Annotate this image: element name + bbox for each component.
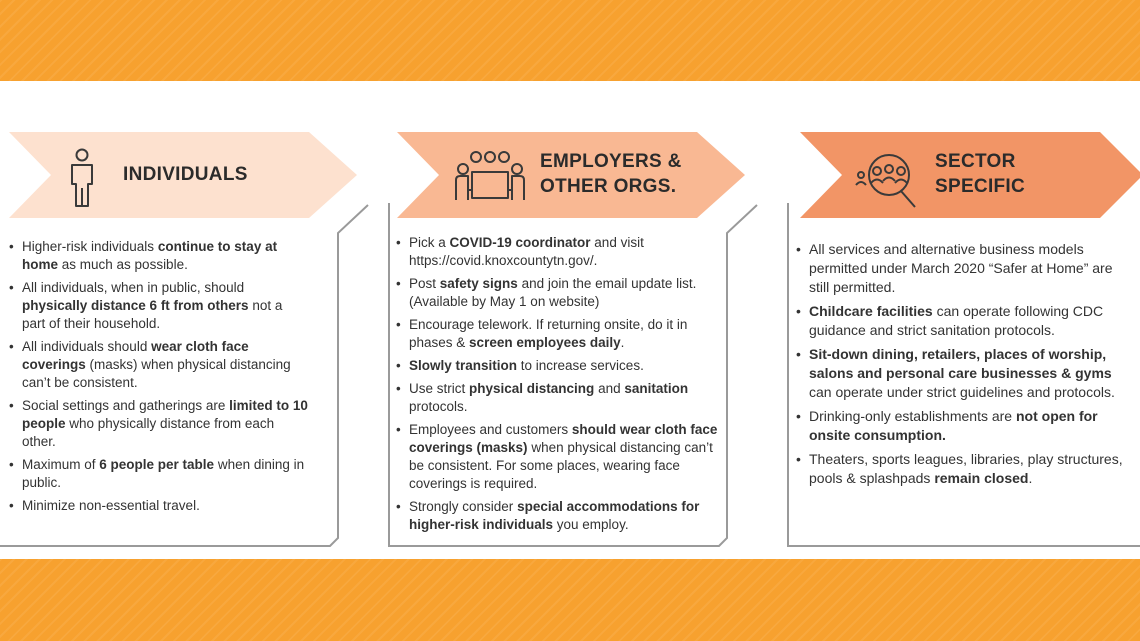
- body-text: All individuals, when in public, should: [22, 280, 245, 295]
- employers-title: EMPLOYERS & OTHER ORGS.: [540, 151, 682, 197]
- body-text: and join the email update list. (Available by May 1 on website): [409, 276, 697, 309]
- bold-text: Sit-down dining, retailers, places of worship, salons and personal care businesses & gyms: [809, 346, 1112, 381]
- body-text: .: [1028, 470, 1033, 486]
- body-text: All services and alternative business models permitted under March 2020 “Safer at Home” are still permitted.: [809, 241, 1113, 295]
- bold-text: physically distance 6 ft from others: [22, 298, 249, 313]
- body-text: can operate following CDC guidance and strict sanitation protocols.: [809, 303, 1104, 338]
- bold-text: should wear cloth face coverings (masks): [409, 422, 718, 455]
- bold-text: Slowly transition: [409, 358, 518, 373]
- body-text: Encourage telework. If returning onsite, do it in phases &: [409, 317, 688, 350]
- bold-text: continue to stay at home: [22, 239, 278, 272]
- bold-text: physical distancing: [469, 381, 595, 396]
- bold-text: wear cloth face coverings: [22, 339, 249, 372]
- body-text: as much as possible.: [58, 257, 188, 272]
- body-text: can operate under strict guidelines and protocols.: [809, 384, 1115, 400]
- bold-text: Childcare facilities: [809, 303, 933, 319]
- bold-text: sanitation: [624, 381, 689, 396]
- body-text: Employees and customers: [409, 422, 572, 437]
- body-text: Minimize non-essential travel.: [22, 498, 200, 513]
- sector-list: [796, 240, 1126, 493]
- body-text: who physically distance from each other.: [22, 416, 275, 449]
- body-text: .: [620, 335, 625, 350]
- body-text: Higher-risk individuals: [22, 239, 158, 254]
- body-text: All individuals should: [22, 339, 152, 354]
- body-text: Theaters, sports leagues, libraries, play structures, pools & splashpads: [809, 451, 1123, 486]
- bold-text: remain closed: [934, 470, 1029, 486]
- body-text: when physical distancing can’t be consistent. For some places, wearing face coverings is required.: [409, 440, 713, 491]
- bold-text: 6 people per table: [99, 457, 215, 472]
- body-text: you employ.: [553, 517, 629, 532]
- body-text: and visit https://covid.knoxcountytn.gov/.: [409, 235, 644, 268]
- bullet-item: [796, 450, 1126, 488]
- bullet-item: [796, 302, 1126, 340]
- bold-text: safety signs: [439, 276, 518, 291]
- body-text: and: [594, 381, 625, 396]
- bullet-item: [796, 240, 1126, 297]
- body-text: Maximum of: [22, 457, 100, 472]
- individuals-title: INDIVIDUALS: [123, 164, 248, 185]
- bold-text: limited to 10 people: [22, 398, 308, 431]
- body-text: Strongly consider: [409, 499, 518, 514]
- body-text: Pick a: [409, 235, 450, 250]
- bullet-item: [796, 407, 1126, 445]
- bold-text: screen employees daily: [469, 335, 621, 350]
- body-text: protocols.: [409, 399, 468, 414]
- body-text: Drinking-only establishments are: [809, 408, 1016, 424]
- body-text: Post: [409, 276, 440, 291]
- body-text: (masks) when physical distancing can’t be consistent.: [22, 357, 291, 390]
- bold-text: COVID-19 coordinator: [449, 235, 591, 250]
- bold-text: special accommodations for higher-risk individuals: [409, 499, 700, 532]
- body-text: not a part of their household.: [22, 298, 283, 331]
- bullet-item: [796, 345, 1126, 402]
- body-text: Use strict: [409, 381, 470, 396]
- body-text: when dining in public.: [22, 457, 305, 490]
- body-text: to increase services.: [517, 358, 644, 373]
- sector-title: SECTOR SPECIFIC: [935, 151, 1026, 197]
- magnifier-people-icon: [855, 151, 925, 211]
- bold-text: not open for onsite consumption.: [809, 408, 1098, 443]
- body-text: Social settings and gatherings are: [22, 398, 230, 413]
